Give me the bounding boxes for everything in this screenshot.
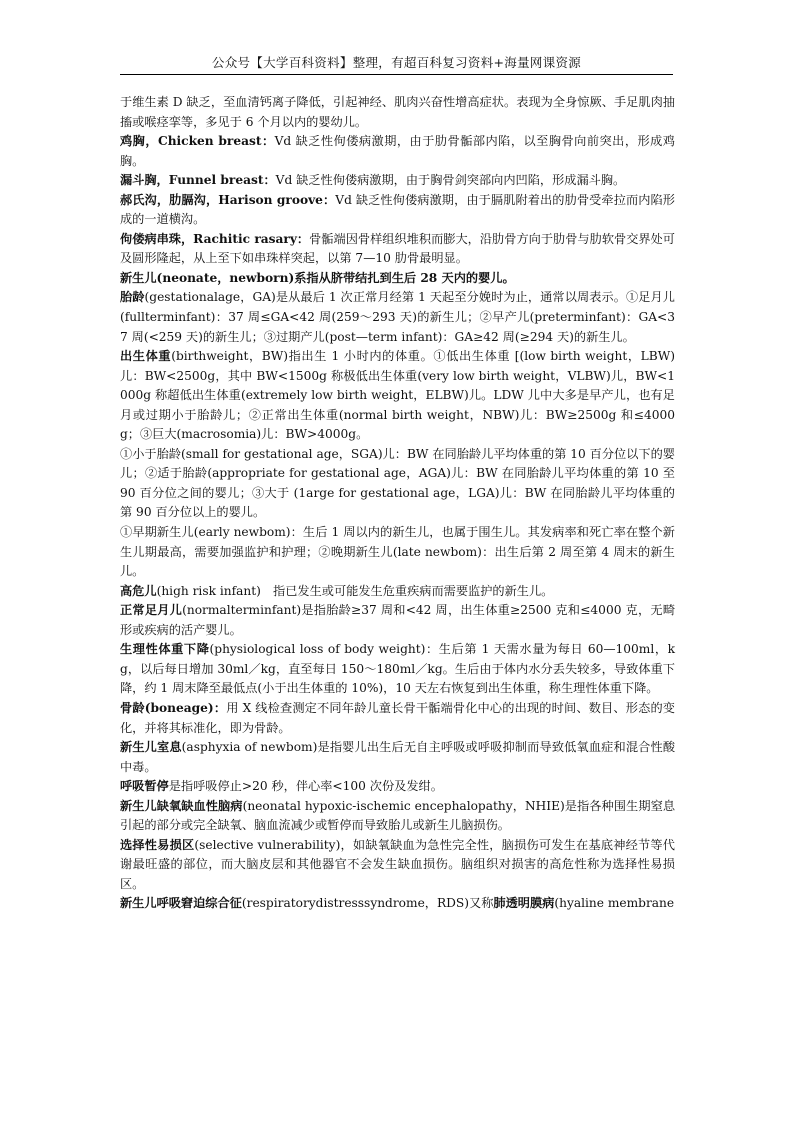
term-nhie: 新生儿缺氧缺血性脑病 xyxy=(120,798,243,813)
paragraph-selective-vulnerability: 选择性易损区(selective vulnerability)，如缺氧缺血为急性完全性，脑损伤可发生在基底神经节等代谢最旺盛的部位，而大脑皮层和其他器官不会发生缺血损伤。脑组织对损害的高危性称为选择性易损区。 xyxy=(120,837,675,891)
page-header: 公众号【大学百科资料】整理，有超百科复习资料+海量网课资源 xyxy=(211,55,582,70)
term-funnel-breast: 漏斗胸，Funnel breast： xyxy=(120,173,276,188)
term-bone-age: 骨龄(boneage)： xyxy=(120,700,227,715)
paragraph-rachitic-rosary: 佝偻病串珠，Rachitic rasary：骨骺端因骨样组织堆积而膨大，沿肋骨方向于肋骨与肋软骨交界处可及圆形隆起，从上至下如串珠样突起，以第 7—10 肋骨最明显。 xyxy=(120,231,675,266)
paragraph-normal-term-infant: 正常足月儿(normalterminfant)是指胎龄≥37 周和<42 周，出生体重≥2500 克和≤4000 克，无畸形或疾病的活产婴儿。 xyxy=(120,603,676,637)
paragraph-asphyxia: 新生儿室息(asphyxia of newbom)是指婴儿出生后无自主呼吸或呼吸抑制而导致低氧血症和混合性酸中毒。 xyxy=(120,740,676,774)
term-birth-weight: 出生体重 xyxy=(120,349,172,364)
paragraph-neonate xyxy=(120,269,675,289)
term-hyaline-membrane: 肺透明膜病 xyxy=(493,896,555,911)
term-apnea: 呼吸暂停 xyxy=(120,779,169,794)
paragraph-chicken-breast: 鸡胸，Chicken breast：Vd 缺乏性佝偻病激期，由于肋骨骺部内陷，以至胸骨向前突出，形成鸡胸。 xyxy=(120,134,675,168)
term-normal-term-infant: 正常足月儿 xyxy=(120,603,183,618)
paragraph-rds: 新生儿呼吸窘迫综合征(respiratorydistresssyndrome，RDS)又称肺透明膜病(hyaline membrane xyxy=(120,896,675,911)
paragraph-physiological-weight-loss: 生理性体重下降(physiological loss of body weight)：生后第 1 天需水量为每日 60—100ml，kg，以后每日增加 30ml／kg，直至每日 150～180ml／kg。生后由于体内水分丢失较多，导致体重下降，约 1 周末降至最低点(小于出生体重的 10%)，10 天左右恢复到出生体重，称生理性体重下降。 xyxy=(120,642,676,696)
term-harison-groove: 郝氏沟，肋膈沟，Harison groove： xyxy=(120,192,336,207)
paragraph-apnea: 呼吸暂停是指呼吸停止>20 秒，伴心率<100 次份及发绀。 xyxy=(120,779,443,794)
paragraph-vitamin-d: 于维生素 D 缺乏，至血清钙离子降低，引起神经、肌肉兴奋性增高症状。表现为全身惊厥、手足肌肉抽搐或喉痉挛等，多见于 6 个月以内的婴幼儿。 xyxy=(120,95,675,129)
term-selective-vulnerability: 选择性易损区 xyxy=(120,837,195,852)
header-rule xyxy=(120,74,673,75)
term-rds: 新生儿呼吸窘迫综合征 xyxy=(120,896,242,911)
term-neonate: 新生儿(neonate，newborn)系指从脐带结扎到生后 28 天内的婴儿。 xyxy=(120,270,515,285)
term-physiological-weight-loss: 生理性体重下降 xyxy=(120,642,210,657)
paragraph-nhie: 新生儿缺氧缺血性脑病(neonatal hypoxic-ischemic encephalopathy，NHIE)是指各种围生期窒息引起的部分或完全缺氧、脑血流减少或暂停而导致胎儿或新生儿脑损伤。 xyxy=(120,798,676,833)
paragraph-harison-groove: 郝氏沟，肋膈沟，Harison groove：Vd 缺乏性佝偻病激期，由于膈肌附着出的肋骨受牵拉而内陷形成的一道横沟。 xyxy=(120,192,675,227)
paragraph-funnel-breast: 漏斗胸，Funnel breast：Vd 缺乏性佝偻病激期，由于胸骨剑突部向内凹陷，形成漏斗胸。 xyxy=(120,173,626,188)
term-rachitic-rosary: 佝偻病串珠，Rachitic rasary： xyxy=(120,231,310,246)
term-chicken-breast: 鸡胸，Chicken breast： xyxy=(120,134,275,149)
paragraph-bone-age: 骨龄(boneage)：用 X 线检查测定不同年龄儿童长骨干骺端骨化中心的出现的时间、数目、形态的变化，并将其标准化，即为骨龄。 xyxy=(120,700,675,735)
paragraph-gestational-age: 胎龄(gestationalage，GA)是从最后 1 次正常月经第 1 天起至分娩时为止，通常以周表示。①足月儿(fullterminfant)：37 周≤GA<42 周(259～293 天)的新生儿；②早产儿(preterminfant)：GA<37 周(<259 天)的新生儿；③过期产儿(post—term infant)：GA≥42 周(≥294 天)的新生儿。 xyxy=(120,290,675,344)
paragraph-sga-aga-lga: ①小于胎龄(small for gestational age，SGA)儿：BW 在同胎龄儿平均体重的第 10 百分位以下的婴儿；②适于胎龄(appropriate for gestational age，AGA)儿：BW 在同胎龄儿平均体重的第 10 至 90 百分位之间的婴儿；③大于 (1arge for gestational age，LGA)儿：BW 在同胎龄儿平均体重的第 90 百分位以上的婴儿。 xyxy=(120,446,675,520)
term-gestational-age: 胎龄 xyxy=(120,290,145,305)
term-asphyxia: 新生儿室息 xyxy=(120,740,182,755)
document-body xyxy=(120,93,675,914)
paragraph-early-late-newborn: ①早期新生儿(early newbom)：生后 1 周以内的新生儿，也属于围生儿。其发病率和死亡率在整个新生儿期最高，需要加强监护和护理；②晚期新生儿(late newbom)：出生后第 2 周至第 4 周末的新生儿。 xyxy=(120,525,675,579)
term-high-risk-infant: 高危儿 xyxy=(120,583,157,598)
paragraph-birth-weight: 出生体重(birthweight，BW)指出生 1 小时内的体重。①低出生体重 [(low birth weight，LBW)儿：BW<2500g，其中 BW<1500g 称极低出生体重(very low birth weight，VLBW)儿，BW<1000g 称超低出生体重(extremely low birth weight，ELBW)儿。LDW 儿中大多是早产儿，也有足月或过期小于胎龄儿；②正常出生体重(normal birth weight，NBW)儿：BW≥2500g 和≤4000g；③巨大(macrosomia)儿：BW>4000g。 xyxy=(120,349,675,442)
paragraph-high-risk-infant: 高危儿(high risk infant) 指已发生或可能发生危重疾病而需要监护的新生儿。 xyxy=(120,583,554,598)
